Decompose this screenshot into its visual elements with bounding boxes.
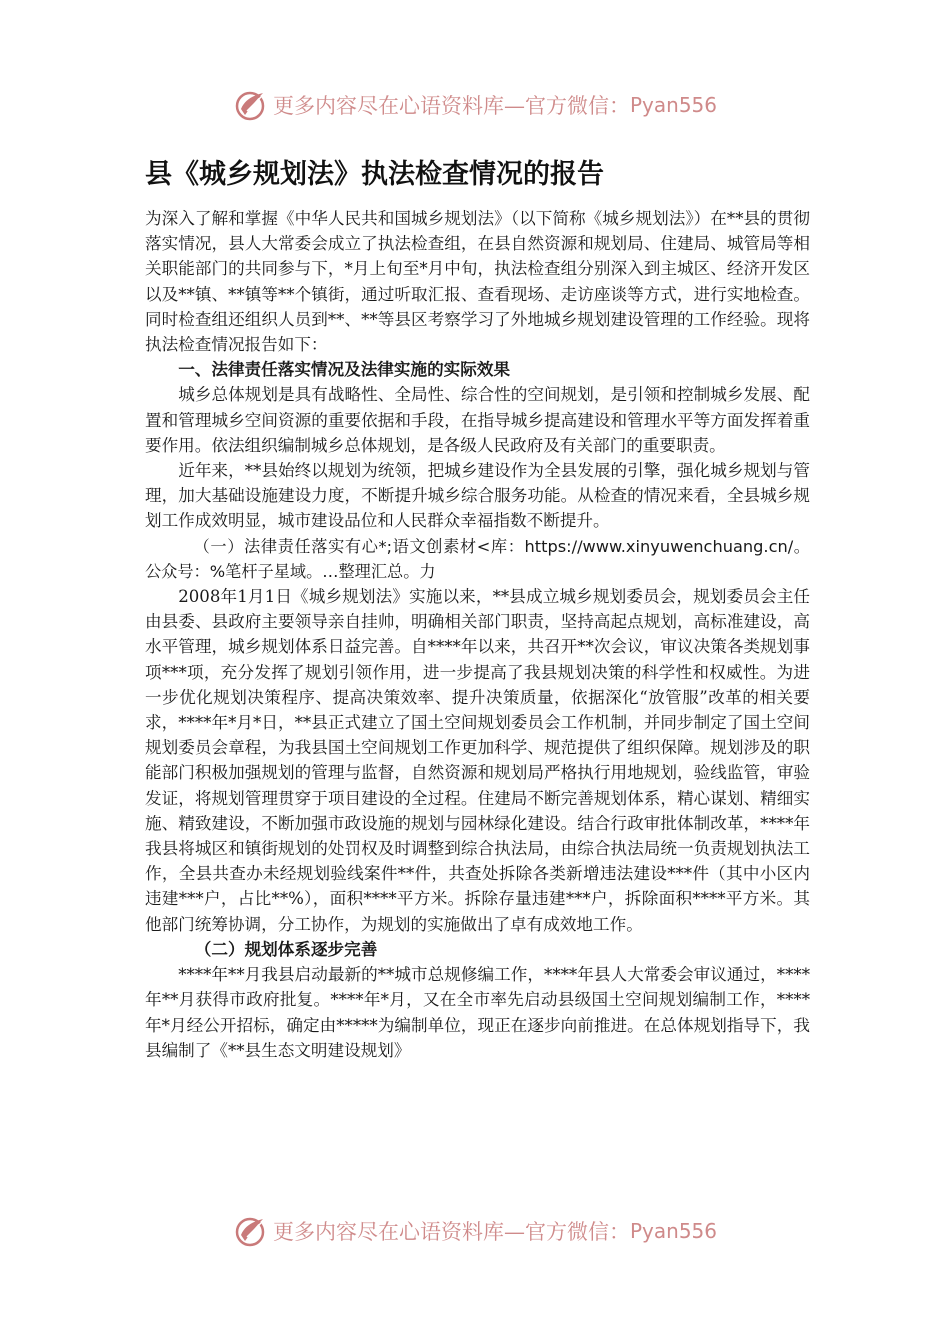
- watermark-logo-icon: [233, 87, 269, 123]
- watermark-banner-top: [0, 85, 950, 125]
- document-title: 县《城乡规划法》执法检查情况的报告: [145, 159, 604, 190]
- subheading-with-source: （一）法律责任落实有心*;语文创素材<库：https://www.xinyuwenchuang.cn/。公众号：%笔杆子星域。…整理汇总。力: [145, 536, 810, 581]
- paragraph-4: ****年**月我县启动最新的**城市总规修编工作，****年县人大常委会审议通过，****年**月获得市政府批复。****年*月，又在全市率先启动县级国土空间规划编制工作，****年*月经公开招标，确定由*****为编制单位，现正在逐步向前推进。在总体规划指导下，我县编制了《**县生态文明建设规划》: [145, 965, 810, 1060]
- watermark-wechat-id: Pyan556: [629, 1219, 717, 1243]
- watermark-logo-icon: [233, 1213, 269, 1249]
- section-heading-2: （二）规划体系逐步完善: [194, 939, 378, 959]
- paragraph-2: 近年来，**县始终以规划为统领，把城乡建设作为全县发展的引擎，强化城乡规划与管理，加大基础设施建设力度，不断提升城乡综合服务功能。从检查的情况来看，全县城乡规划工作成效明显，城市建设品位和人民群众幸福指数不断提升。: [145, 461, 810, 531]
- watermark-banner-bottom: [0, 1211, 950, 1251]
- paragraph-1: 城乡总体规划是具有战略性、全局性、综合性的空间规划，是引领和控制城乡发展、配置和管理城乡空间资源的重要依据和手段，在指导城乡提高建设和管理水平等方面发挥着重要作用。依法组织编制城乡总体规划，是各级人民政府及有关部门的重要职责。: [145, 385, 810, 455]
- section-heading-1: 一、法律责任落实情况及法律实施的实际效果: [178, 360, 511, 380]
- paragraph-3: 2008年1月1日《城乡规划法》实施以来，**县成立城乡规划委员会，规划委员会主任由县委、县政府主要领导亲自挂帅，明确相关部门职责，坚持高起点规划，高标准建设，高水平管理，城乡规划体系日益完善。自****年以来，共召开**次会议，审议决策各类规划事项***项，充分发挥了规划引领作用，进一步提高了我县规划决策的科学性和权威性。为进一步优化规划决策程序、提高决策效率、提升决策质量，依据深化“放管服”改革的相关要求，****年*月*日，**县正式建立了国土空间规划委员会工作机制，并同步制定了国土空间规划委员会章程，为我县国土空间规划工作更加科学、规范提供了组织保障。规划涉及的职能部门积极加强规划的管理与监督，自然资源和规划局严格执行用地规划，验线监管，审验发证，将规划管理贯穿于项目建设的全过程。住建局不断完善规划体系，精心谋划、精细实施、精致建设，不断加强市政设施的规划与园林绿化建设。结合行政审批体制改革，****年我县将城区和镇街规划的处罚权及时调整到综合执法局，由综合执法局统一负责规划执法工作，全县共查办未经规划验线案件**件，共查处拆除各类新增违法建设***件（其中小区内违建***户，占比**%），面积****平方米。拆除存量违建***户，拆除面积****平方米。其他部门统筹协调，分工协作，为规划的实施做出了卓有成效地工作。: [145, 587, 810, 934]
- watermark-wechat-id: Pyan556: [629, 93, 717, 117]
- document-body: [145, 206, 810, 1063]
- watermark-text: 更多内容尽在心语资料库—官方微信：: [272, 94, 630, 118]
- watermark-text: 更多内容尽在心语资料库—官方微信：: [272, 1220, 630, 1244]
- intro-paragraph: 为深入了解和掌握《中华人民共和国城乡规划法》（以下简称《城乡规划法》）在**县的贯彻落实情况，县人大常委会成立了执法检查组，在县自然资源和规划局、住建局、城管局等相关职能部门的共同参与下，*月上旬至*月中旬，执法检查组分别深入到主城区、经济开发区以及**镇、**镇等**个镇街，通过听取汇报、查看现场、走访座谈等方式，进行实地检查。同时检查组还组织人员到**、**等县区考察学习了外地城乡规划建设管理的工作经验。现将执法检查情况报告如下：: [145, 209, 810, 355]
